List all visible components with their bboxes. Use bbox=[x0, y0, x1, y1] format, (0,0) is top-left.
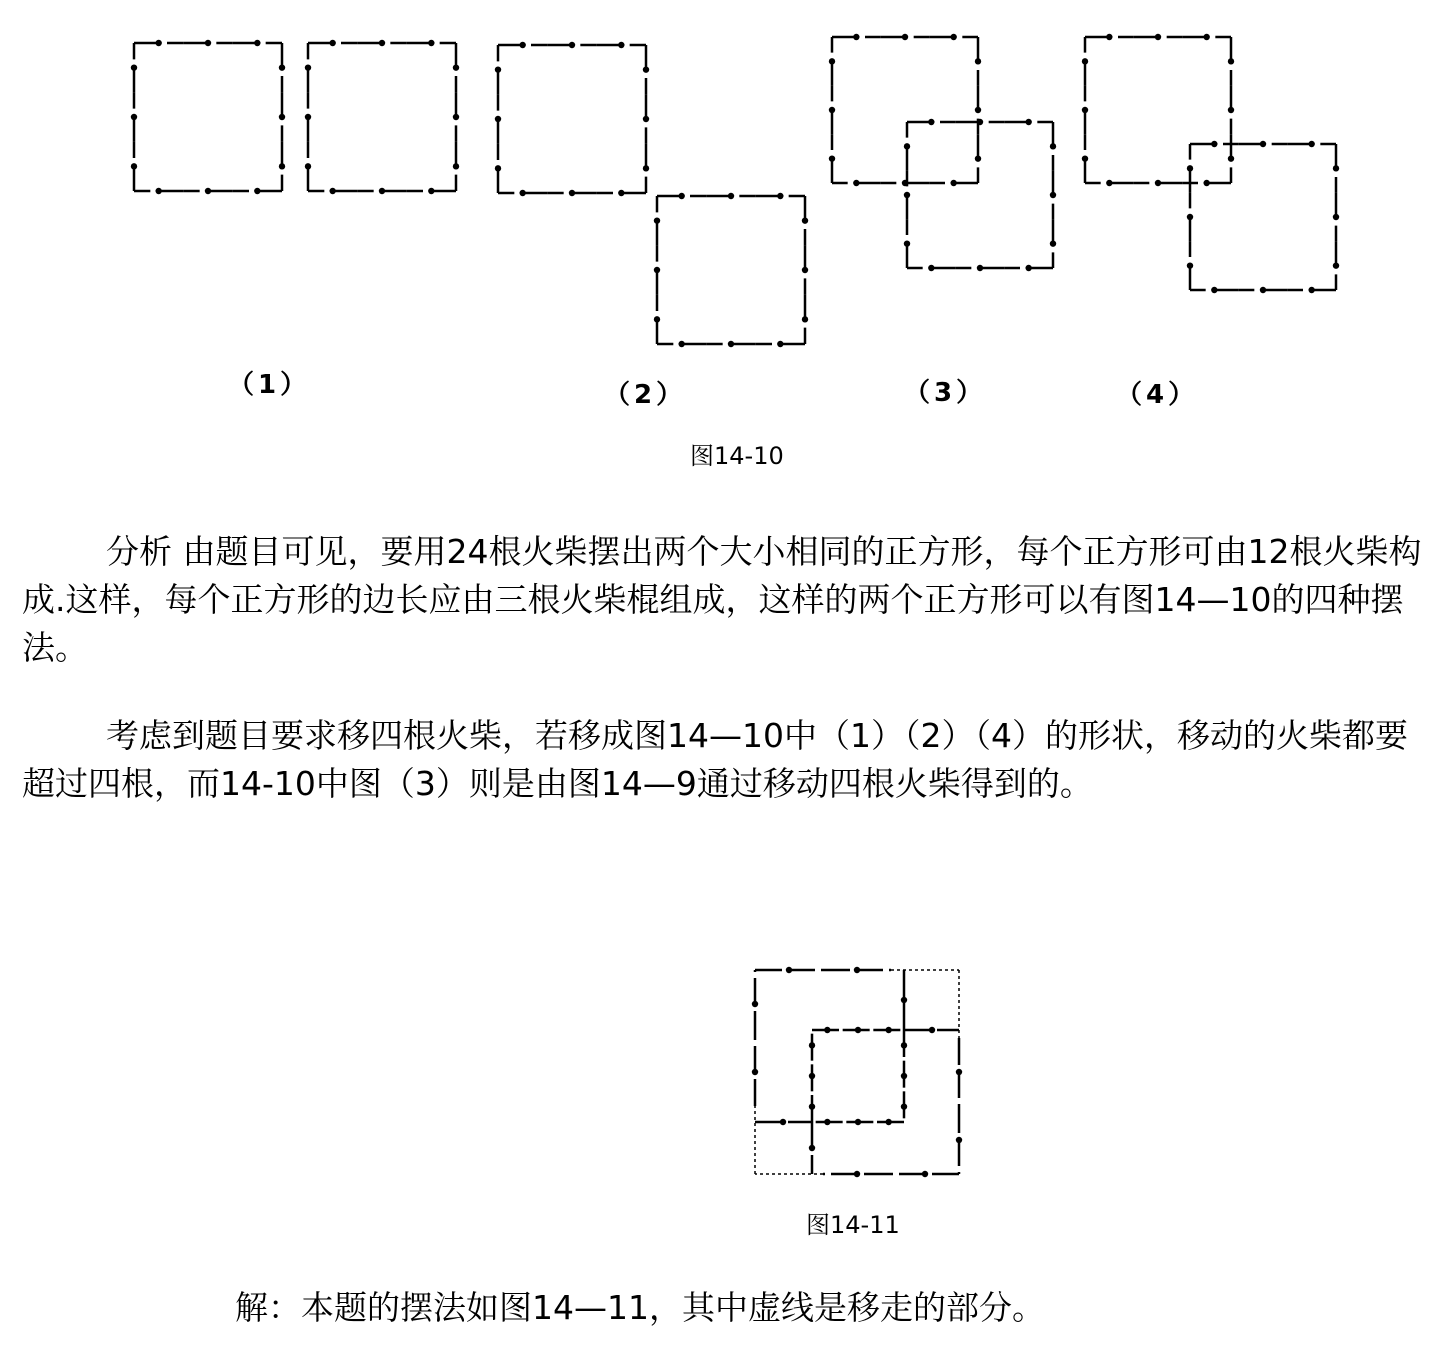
match-head bbox=[279, 163, 285, 169]
match-head bbox=[643, 116, 649, 122]
match-head bbox=[453, 163, 459, 169]
match-head bbox=[305, 114, 311, 120]
match-head bbox=[569, 42, 575, 48]
figure-label-1: （1） bbox=[228, 370, 311, 400]
match-head bbox=[1260, 287, 1266, 293]
match-head bbox=[901, 1073, 907, 1079]
match-head bbox=[950, 34, 956, 40]
match-head bbox=[977, 119, 983, 125]
match-head bbox=[885, 1027, 891, 1033]
match-head bbox=[1082, 155, 1088, 161]
match-head bbox=[824, 1119, 830, 1125]
match-head bbox=[752, 1069, 758, 1075]
figure-label-4: （4） bbox=[1116, 380, 1199, 410]
match-head bbox=[929, 1027, 935, 1033]
match-head bbox=[1211, 141, 1217, 147]
match-head bbox=[519, 190, 525, 196]
match-head bbox=[495, 116, 501, 122]
match-head bbox=[131, 114, 137, 120]
match-head bbox=[728, 193, 734, 199]
match-head bbox=[1025, 265, 1031, 271]
match-head bbox=[279, 64, 285, 70]
match-head bbox=[1260, 141, 1266, 147]
match-head bbox=[379, 188, 385, 194]
match-head bbox=[956, 1137, 962, 1143]
match-head bbox=[155, 40, 161, 46]
match-head bbox=[901, 1103, 907, 1109]
match-head bbox=[977, 265, 983, 271]
answer-text: 解：本题的摆法如图14—11，其中虚线是移走的部分。 bbox=[235, 1288, 1045, 1327]
match-head bbox=[495, 165, 501, 171]
consideration-paragraph bbox=[22, 712, 1432, 808]
match-head bbox=[1187, 262, 1193, 268]
match-head bbox=[809, 1145, 815, 1151]
match-head bbox=[950, 180, 956, 186]
match-head bbox=[618, 190, 624, 196]
match-head bbox=[901, 997, 907, 1003]
match-head bbox=[1228, 155, 1234, 161]
figure-14-10-diagram bbox=[0, 0, 1446, 480]
match-head bbox=[254, 40, 260, 46]
match-head bbox=[802, 267, 808, 273]
match-head bbox=[1333, 165, 1339, 171]
consideration-text: 考虑到题目要求移四根火柴，若移成图14—10中（1）（2）（4）的形状，移动的火柴都要超过四根，而14-10中图（3）则是由图14—9通过移动四根火柴得到的。 bbox=[22, 716, 1408, 803]
match-head bbox=[1203, 180, 1209, 186]
match-head bbox=[728, 341, 734, 347]
match-head bbox=[1050, 240, 1056, 246]
match-head bbox=[809, 1103, 815, 1109]
match-head bbox=[379, 40, 385, 46]
figure-14-11-diagram bbox=[700, 940, 1020, 1240]
match-head bbox=[901, 1042, 907, 1048]
match-head bbox=[453, 64, 459, 70]
match-head bbox=[975, 58, 981, 64]
match-head bbox=[428, 40, 434, 46]
match-head bbox=[829, 107, 835, 113]
match-head bbox=[329, 188, 335, 194]
analysis-label: 分析 bbox=[106, 532, 172, 571]
match-head bbox=[678, 193, 684, 199]
match-head bbox=[1308, 287, 1314, 293]
match-head bbox=[824, 1027, 830, 1033]
match-head bbox=[1155, 34, 1161, 40]
match-head bbox=[853, 180, 859, 186]
match-head bbox=[1106, 34, 1112, 40]
match-head bbox=[975, 107, 981, 113]
match-head bbox=[809, 1073, 815, 1079]
match-head bbox=[777, 193, 783, 199]
match-head bbox=[854, 967, 860, 973]
match-head bbox=[902, 34, 908, 40]
match-head bbox=[928, 119, 934, 125]
match-head bbox=[885, 1119, 891, 1125]
match-head bbox=[643, 165, 649, 171]
match-head bbox=[802, 316, 808, 322]
match-head bbox=[131, 163, 137, 169]
figure-label-3: （3） bbox=[904, 378, 987, 408]
match-head bbox=[654, 217, 660, 223]
figure-caption-14-10: 图14-10 bbox=[690, 442, 784, 470]
match-head bbox=[654, 267, 660, 273]
match-head bbox=[428, 188, 434, 194]
match-head bbox=[1155, 180, 1161, 186]
match-head bbox=[904, 143, 910, 149]
match-head bbox=[809, 1042, 815, 1048]
match-head bbox=[922, 1171, 928, 1177]
match-head bbox=[205, 40, 211, 46]
match-head bbox=[453, 114, 459, 120]
analysis-paragraph bbox=[22, 528, 1432, 672]
match-head bbox=[1050, 192, 1056, 198]
match-head bbox=[1050, 143, 1056, 149]
match-head bbox=[1187, 214, 1193, 220]
match-head bbox=[829, 155, 835, 161]
match-head bbox=[1203, 34, 1209, 40]
match-head bbox=[1187, 165, 1193, 171]
match-head bbox=[1228, 58, 1234, 64]
match-head bbox=[1025, 119, 1031, 125]
match-head bbox=[678, 341, 684, 347]
match-head bbox=[205, 188, 211, 194]
match-head bbox=[802, 217, 808, 223]
match-head bbox=[956, 1069, 962, 1075]
match-head bbox=[155, 188, 161, 194]
match-head bbox=[329, 40, 335, 46]
match-head bbox=[618, 42, 624, 48]
match-head bbox=[780, 1119, 786, 1125]
match-head bbox=[853, 34, 859, 40]
analysis-text: 由题目可见，要用24根火柴摆出两个大小相同的正方形，每个正方形可由12根火柴构成.这样，每个正方形的边长应由三根火柴棍组成，这样的两个正方形可以有图14—10的四种摆法。 bbox=[22, 532, 1422, 667]
match-head bbox=[279, 114, 285, 120]
match-head bbox=[131, 64, 137, 70]
match-head bbox=[1082, 58, 1088, 64]
match-head bbox=[643, 66, 649, 72]
figure-label-2: （2） bbox=[604, 380, 687, 410]
match-head bbox=[752, 1001, 758, 1007]
match-head bbox=[975, 155, 981, 161]
match-head bbox=[1228, 107, 1234, 113]
match-head bbox=[1308, 141, 1314, 147]
match-head bbox=[1211, 287, 1217, 293]
match-head bbox=[777, 341, 783, 347]
match-head bbox=[786, 967, 792, 973]
match-head bbox=[855, 1027, 861, 1033]
match-head bbox=[519, 42, 525, 48]
match-head bbox=[855, 1119, 861, 1125]
match-head bbox=[1082, 107, 1088, 113]
match-head bbox=[829, 58, 835, 64]
match-head bbox=[254, 188, 260, 194]
match-head bbox=[305, 163, 311, 169]
match-head bbox=[1106, 180, 1112, 186]
match-head bbox=[305, 64, 311, 70]
match-head bbox=[495, 66, 501, 72]
match-head bbox=[928, 265, 934, 271]
match-head bbox=[904, 192, 910, 198]
match-head bbox=[569, 190, 575, 196]
match-head bbox=[854, 1171, 860, 1177]
match-head bbox=[1333, 262, 1339, 268]
match-head bbox=[1333, 214, 1339, 220]
match-head bbox=[904, 240, 910, 246]
match-head bbox=[654, 316, 660, 322]
figure-caption-14-11: 图14-11 bbox=[806, 1211, 900, 1239]
